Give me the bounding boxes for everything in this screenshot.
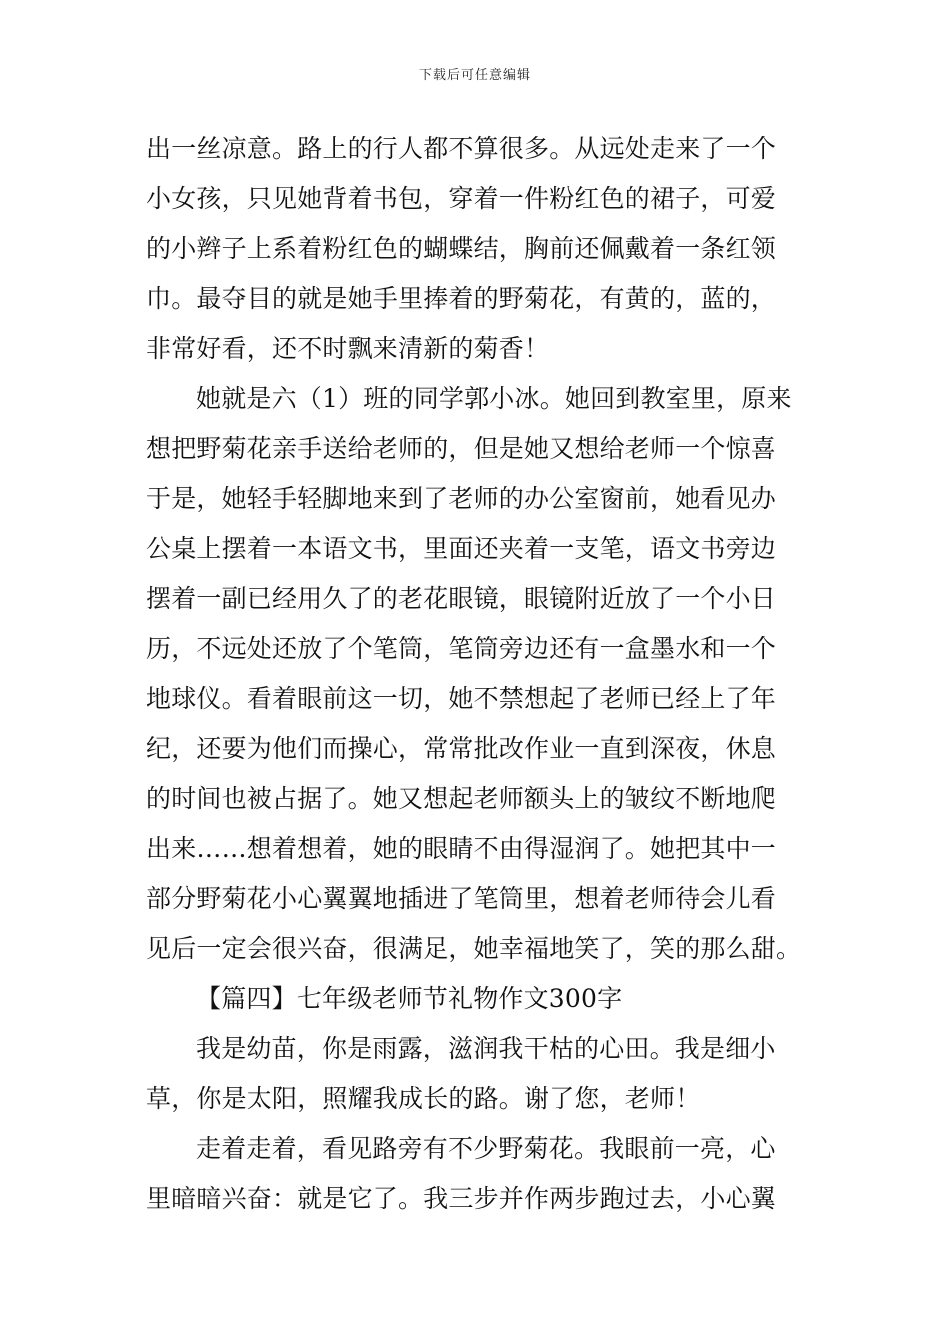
text-line: 想把野菊花亲手送给老师的，但是她又想给老师一个惊喜 xyxy=(146,434,777,463)
paragraph-start-line: 走着走着，看见路旁有不少野菊花。我眼前一亮，心 xyxy=(196,1134,776,1163)
text-line: 出来……想着想着，她的眼睛不由得湿润了。她把其中一 xyxy=(146,834,777,863)
text-line: 见后一定会很兴奋，很满足，她幸福地笑了，笑的那么甜。 xyxy=(146,934,802,963)
section-heading: 【篇四】七年级老师节礼物作文300字 xyxy=(196,984,623,1013)
text-line: 地球仪。看着眼前这一切，她不禁想起了老师已经上了年 xyxy=(146,684,777,713)
text-line: 历，不远处还放了个笔筒，笔筒旁边还有一盒墨水和一个 xyxy=(146,634,777,663)
text-line: 部分野菊花小心翼翼地插进了笔筒里，想着老师待会儿看 xyxy=(146,884,777,913)
text-line: 草，你是太阳，照耀我成长的路。谢了您，老师！ xyxy=(146,1084,701,1113)
paragraph-start-line: 我是幼苗，你是雨露，滋润我干枯的心田。我是细小 xyxy=(196,1034,776,1063)
text-line: 巾。最夺目的就是她手里捧着的野菊花，有黄的，蓝的， xyxy=(146,284,777,313)
text-line: 的小辫子上系着粉红色的蝴蝶结，胸前还佩戴着一条红领 xyxy=(146,234,777,263)
paragraph-start-line: 她就是六（1）班的同学郭小冰。她回到教室里，原来 xyxy=(196,384,792,413)
text-line: 里暗暗兴奋：就是它了。我三步并作两步跑过去，小心翼 xyxy=(146,1184,777,1213)
text-line: 出一丝凉意。路上的行人都不算很多。从远处走来了一个 xyxy=(146,134,777,163)
text-line: 纪，还要为他们而操心，常常批改作业一直到深夜，休息 xyxy=(146,734,777,763)
text-line: 摆着一副已经用久了的老花眼镜，眼镜附近放了一个小日 xyxy=(146,584,777,613)
page-header: 下载后可任意编辑 xyxy=(418,68,531,83)
text-line: 于是，她轻手轻脚地来到了老师的办公室窗前，她看见办 xyxy=(146,484,777,513)
document-body xyxy=(146,124,810,1224)
text-line: 非常好看，还不时飘来清新的菊香！ xyxy=(146,334,550,363)
text-line: 公桌上摆着一本语文书，里面还夹着一支笔，语文书旁边 xyxy=(146,534,777,563)
text-line: 小女孩，只见她背着书包，穿着一件粉红色的裙子，可爱 xyxy=(146,184,777,213)
text-line: 的时间也被占据了。她又想起老师额头上的皱纹不断地爬 xyxy=(146,784,777,813)
